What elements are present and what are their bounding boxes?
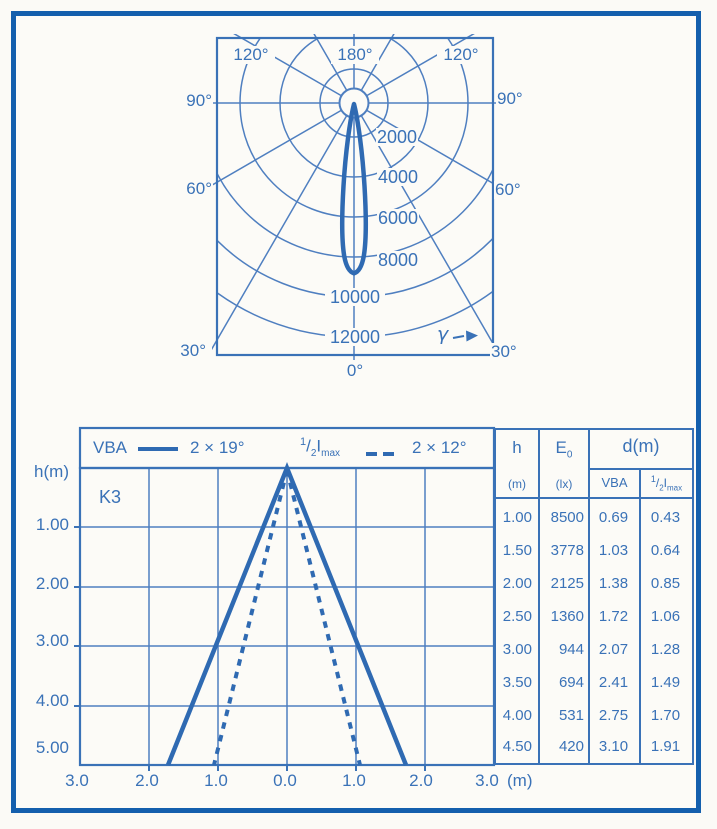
polar-angle-0: 0° xyxy=(336,362,374,380)
polar-angle-120-right: 120° xyxy=(437,46,485,64)
cell-d-imax: 1.91 xyxy=(650,738,681,755)
cell-d-imax: 1.06 xyxy=(650,608,681,625)
half-imax-symbol: I xyxy=(316,436,322,456)
cell-d-imax: 1.28 xyxy=(650,641,681,658)
table-row xyxy=(496,600,692,633)
polar-angle-30-right: 30° xyxy=(491,342,517,361)
col-e0-unit: (lx) xyxy=(555,477,573,491)
beam-code-label: K3 xyxy=(99,487,122,507)
cell-h: 4.00 xyxy=(502,707,532,724)
legend-solid-line-sample xyxy=(138,447,178,451)
cell-d-imax: 0.85 xyxy=(650,575,681,592)
legend-series1-angle: 2 × 19° xyxy=(190,438,245,457)
table-row xyxy=(496,666,692,699)
y-tick-3: 3.00 xyxy=(35,631,69,650)
polar-angle-180: 180° xyxy=(331,46,379,64)
ring-label-12000: 12000 xyxy=(325,328,385,346)
polar-angle-30-left: 30° xyxy=(172,342,207,360)
e-symbol: E xyxy=(555,438,567,457)
cell-e0: 2125 xyxy=(550,575,584,592)
polar-angle-60-right: 60° xyxy=(495,180,521,199)
cell-h: 3.50 xyxy=(502,674,532,691)
photometric-table xyxy=(494,428,694,765)
cell-d-imax: 1.49 xyxy=(650,674,681,691)
cell-h: 2.00 xyxy=(502,575,532,592)
table-row xyxy=(496,699,692,732)
polar-angle-90-left: 90° xyxy=(178,92,213,110)
x-tick-7: 3.0 xyxy=(475,771,499,790)
cell-d-vba: 0.69 xyxy=(598,509,629,526)
table-row xyxy=(496,633,692,666)
col-h-title: h xyxy=(512,438,522,457)
col-vba-title: VBA xyxy=(601,475,628,490)
polar-angle-90-right: 90° xyxy=(497,89,523,108)
half-imax-subscript: max xyxy=(321,448,341,460)
polar-angle-120-left: 120° xyxy=(227,46,275,64)
cell-e0: 420 xyxy=(558,738,584,755)
col-e0-title xyxy=(540,438,588,460)
ring-label-10000: 10000 xyxy=(325,288,385,306)
legend-series2-name: $^1/_2I_{max}$ xyxy=(300,436,341,460)
cell-e0: 1360 xyxy=(550,608,584,625)
col-dm-title: d(m) xyxy=(622,436,660,456)
cell-d-vba: 1.03 xyxy=(598,542,629,559)
polar-angle-60-left: 60° xyxy=(178,180,213,198)
y-tick-2: 2.00 xyxy=(35,574,69,593)
cell-d-vba: 1.38 xyxy=(598,575,629,592)
table-row xyxy=(496,730,692,763)
table-row xyxy=(496,501,692,534)
ring-label-6000: 6000 xyxy=(378,208,419,228)
cell-h: 4.50 xyxy=(502,738,532,755)
half-imax-numerator: 1 xyxy=(650,474,656,484)
half-imax-symbol: I xyxy=(663,476,668,490)
table-dm-rule xyxy=(588,468,692,470)
cell-h: 1.00 xyxy=(502,509,532,526)
y-axis-title: h(m) xyxy=(34,462,69,481)
cell-e0: 694 xyxy=(558,674,584,691)
x-tick-2: 2.0 xyxy=(135,771,159,790)
x-tick-6: 2.0 xyxy=(409,771,433,790)
gamma-symbol: γ xyxy=(437,323,449,345)
cell-d-vba: 2.75 xyxy=(598,707,629,724)
cell-d-vba: 2.07 xyxy=(598,641,629,658)
table-row xyxy=(496,567,692,600)
x-tick-5: 1.0 xyxy=(342,771,366,790)
cell-h: 2.50 xyxy=(502,608,532,625)
col-h-unit: (m) xyxy=(508,477,526,491)
table-row xyxy=(496,534,692,567)
half-imax-numerator: 1 xyxy=(300,436,307,448)
cell-d-vba: 1.72 xyxy=(598,608,629,625)
cell-e0: 3778 xyxy=(550,542,584,559)
col-half-imax-title: $^1/_2I_{max}$ xyxy=(650,474,683,493)
cell-e0: 531 xyxy=(558,707,584,724)
cell-d-vba: 2.41 xyxy=(598,674,629,691)
cell-d-imax: 1.70 xyxy=(650,707,681,724)
cell-d-vba: 3.10 xyxy=(598,738,629,755)
x-tick-4: 0.0 xyxy=(273,771,297,790)
ring-label-4000: 4000 xyxy=(378,167,419,187)
legend-series1-name: VBA xyxy=(93,438,128,457)
x-axis-unit: (m) xyxy=(507,771,533,790)
table-header-rule xyxy=(496,497,692,499)
half-imax-denominator: 2 xyxy=(310,448,317,460)
half-imax-subscript: max xyxy=(667,483,683,493)
y-tick-4: 4.00 xyxy=(35,691,69,710)
e-subscript: 0 xyxy=(566,449,573,461)
legend-series2-angle: 2 × 12° xyxy=(412,438,467,457)
half-imax-denominator: 2 xyxy=(659,483,664,493)
legend-dashed-line-sample xyxy=(366,443,400,463)
cell-d-imax: 0.43 xyxy=(650,509,681,526)
ring-label-2000: 2000 xyxy=(377,127,418,147)
x-tick-1: 3.0 xyxy=(65,771,89,790)
cell-e0: 944 xyxy=(558,641,584,658)
cell-d-imax: 0.64 xyxy=(650,542,681,559)
cell-h: 1.50 xyxy=(502,542,532,559)
y-tick-1: 1.00 xyxy=(35,515,69,534)
cell-e0: 8500 xyxy=(550,509,584,526)
ring-label-8000: 8000 xyxy=(378,250,419,270)
y-tick-5: 5.00 xyxy=(35,738,69,757)
cell-h: 3.00 xyxy=(502,641,532,658)
x-tick-3: 1.0 xyxy=(204,771,228,790)
